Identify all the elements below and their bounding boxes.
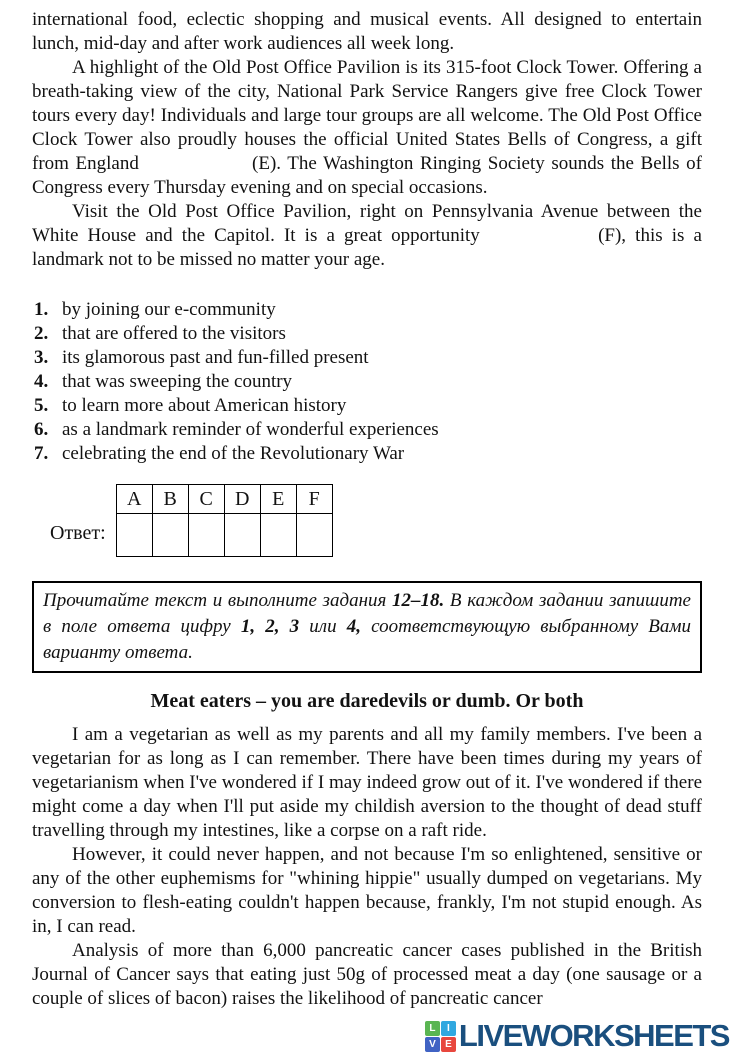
- option-number: 4.: [34, 371, 49, 392]
- answer-column-header: B: [152, 485, 188, 514]
- answer-column-header: F: [296, 485, 332, 514]
- option-text: that are offered to the visitors: [62, 323, 286, 344]
- answer-cell[interactable]: [188, 514, 224, 557]
- answer-label: Ответ:: [50, 522, 106, 544]
- logo-tile: V: [425, 1037, 440, 1052]
- liveworksheets-watermark[interactable]: [425, 1018, 729, 1054]
- option-text: celebrating the end of the Revolutionary War: [62, 443, 405, 464]
- option-text: by joining our e-community: [62, 299, 276, 320]
- instruction-box: [32, 581, 702, 673]
- answer-cell[interactable]: [152, 514, 188, 557]
- option-item: [34, 322, 702, 346]
- option-number: 2.: [34, 323, 49, 344]
- answer-input-row: [116, 514, 332, 557]
- option-text: as a landmark reminder of wonderful experiences: [62, 419, 439, 440]
- liveworksheets-logo-icon: [425, 1021, 456, 1052]
- paragraph: Visit the Old Post Office Pavilion, right on Pennsylvania Avenue between the White House and the Capitol. It is a great opportunity (F), this is a landmark not to be missed no matter your age.: [32, 201, 702, 270]
- option-item: [34, 298, 702, 322]
- answer-cell[interactable]: [224, 514, 260, 557]
- option-item: [34, 394, 702, 418]
- option-number: 6.: [34, 419, 49, 440]
- option-item: [34, 418, 702, 442]
- paragraph: I am a vegetarian as well as my parents and all my family members. I've been a vegetarian for as long as I can remember. There have been times during my years of vegetarianism when I've wondered if I may indeed grow out of it. I've wondered if there might come a day when I'll put aside my childish aversion to the thought of dead stuff travelling through my intestines, like a corpse on a raft ride.: [32, 724, 702, 841]
- paragraph: However, it could never happen, and not because I'm so enlightened, sensitive or any of the other euphemisms for "whining hippie" usually dumped on vegetarians. My conversion to flesh-eating couldn't happen because, frankly, I'm not stupid enough. As in, I can read.: [32, 844, 702, 937]
- option-number: 1.: [34, 299, 49, 320]
- paragraph: Analysis of more than 6,000 pancreatic cancer cases published in the British Journal of Cancer says that eating just 50g of processed meat a day (one sausage or a couple of slices of bacon) raises the likelihood of pancreatic cancer: [32, 940, 702, 1009]
- logo-tile: L: [425, 1021, 440, 1036]
- instruction-segment: 12–18.: [392, 590, 445, 611]
- paragraph: international food, eclectic shopping and musical events. All designed to entertain lunch, mid-day and after work audiences all week long.: [32, 9, 702, 54]
- option-number: 5.: [34, 395, 49, 416]
- article-title: Meat eaters – you are daredevils or dumb. Or both: [150, 690, 584, 712]
- answer-table: [116, 484, 333, 557]
- instruction-segment: соответствующую выбранному Вами варианту ответа.: [43, 616, 692, 663]
- reading-text: [32, 8, 702, 272]
- option-item: [34, 370, 702, 394]
- answer-header-row: [116, 485, 332, 514]
- instruction-segment: В каждом задании запишите в поле ответа цифру: [43, 590, 691, 637]
- answer-column-header: A: [116, 485, 152, 514]
- answer-column-header: C: [188, 485, 224, 514]
- option-text: its glamorous past and fun-filled present: [62, 347, 369, 368]
- option-number: 3.: [34, 347, 49, 368]
- answer-column-header: D: [224, 485, 260, 514]
- paragraph: A highlight of the Old Post Office Pavilion is its 315-foot Clock Tower. Offering a breath-taking view of the city, National Park Service Rangers give free Clock Tower tours every day! Individuals and large tour groups are all welcome. The Old Post Office Clock Tower also proudly houses the official United States Bells of Congress, a gift from England (E). The Washington Ringing Society sounds the Bells of Congress every Thursday evening and on special occasions.: [32, 57, 702, 198]
- option-number: 7.: [34, 443, 49, 464]
- instruction-segment: 1, 2, 3: [240, 616, 300, 637]
- options-list: [34, 298, 702, 466]
- option-text: that was sweeping the country: [62, 371, 293, 392]
- answer-cell[interactable]: [260, 514, 296, 557]
- liveworksheets-brand-text: LIVEWORKSHEETS: [458, 1018, 729, 1053]
- option-item: [34, 442, 702, 466]
- instruction-segment: Прочитайте текст и выполните задания: [43, 590, 392, 611]
- logo-tile: I: [441, 1021, 456, 1036]
- instruction-segment: 4,: [346, 616, 361, 637]
- instruction-segment: или: [309, 616, 347, 637]
- article-body: [32, 723, 702, 1011]
- answer-cell[interactable]: [296, 514, 332, 557]
- option-text: to learn more about American history: [62, 395, 347, 416]
- option-item: [34, 346, 702, 370]
- answer-column-header: E: [260, 485, 296, 514]
- logo-tile: E: [441, 1037, 456, 1052]
- answer-section: [50, 484, 702, 557]
- answer-cell[interactable]: [116, 514, 152, 557]
